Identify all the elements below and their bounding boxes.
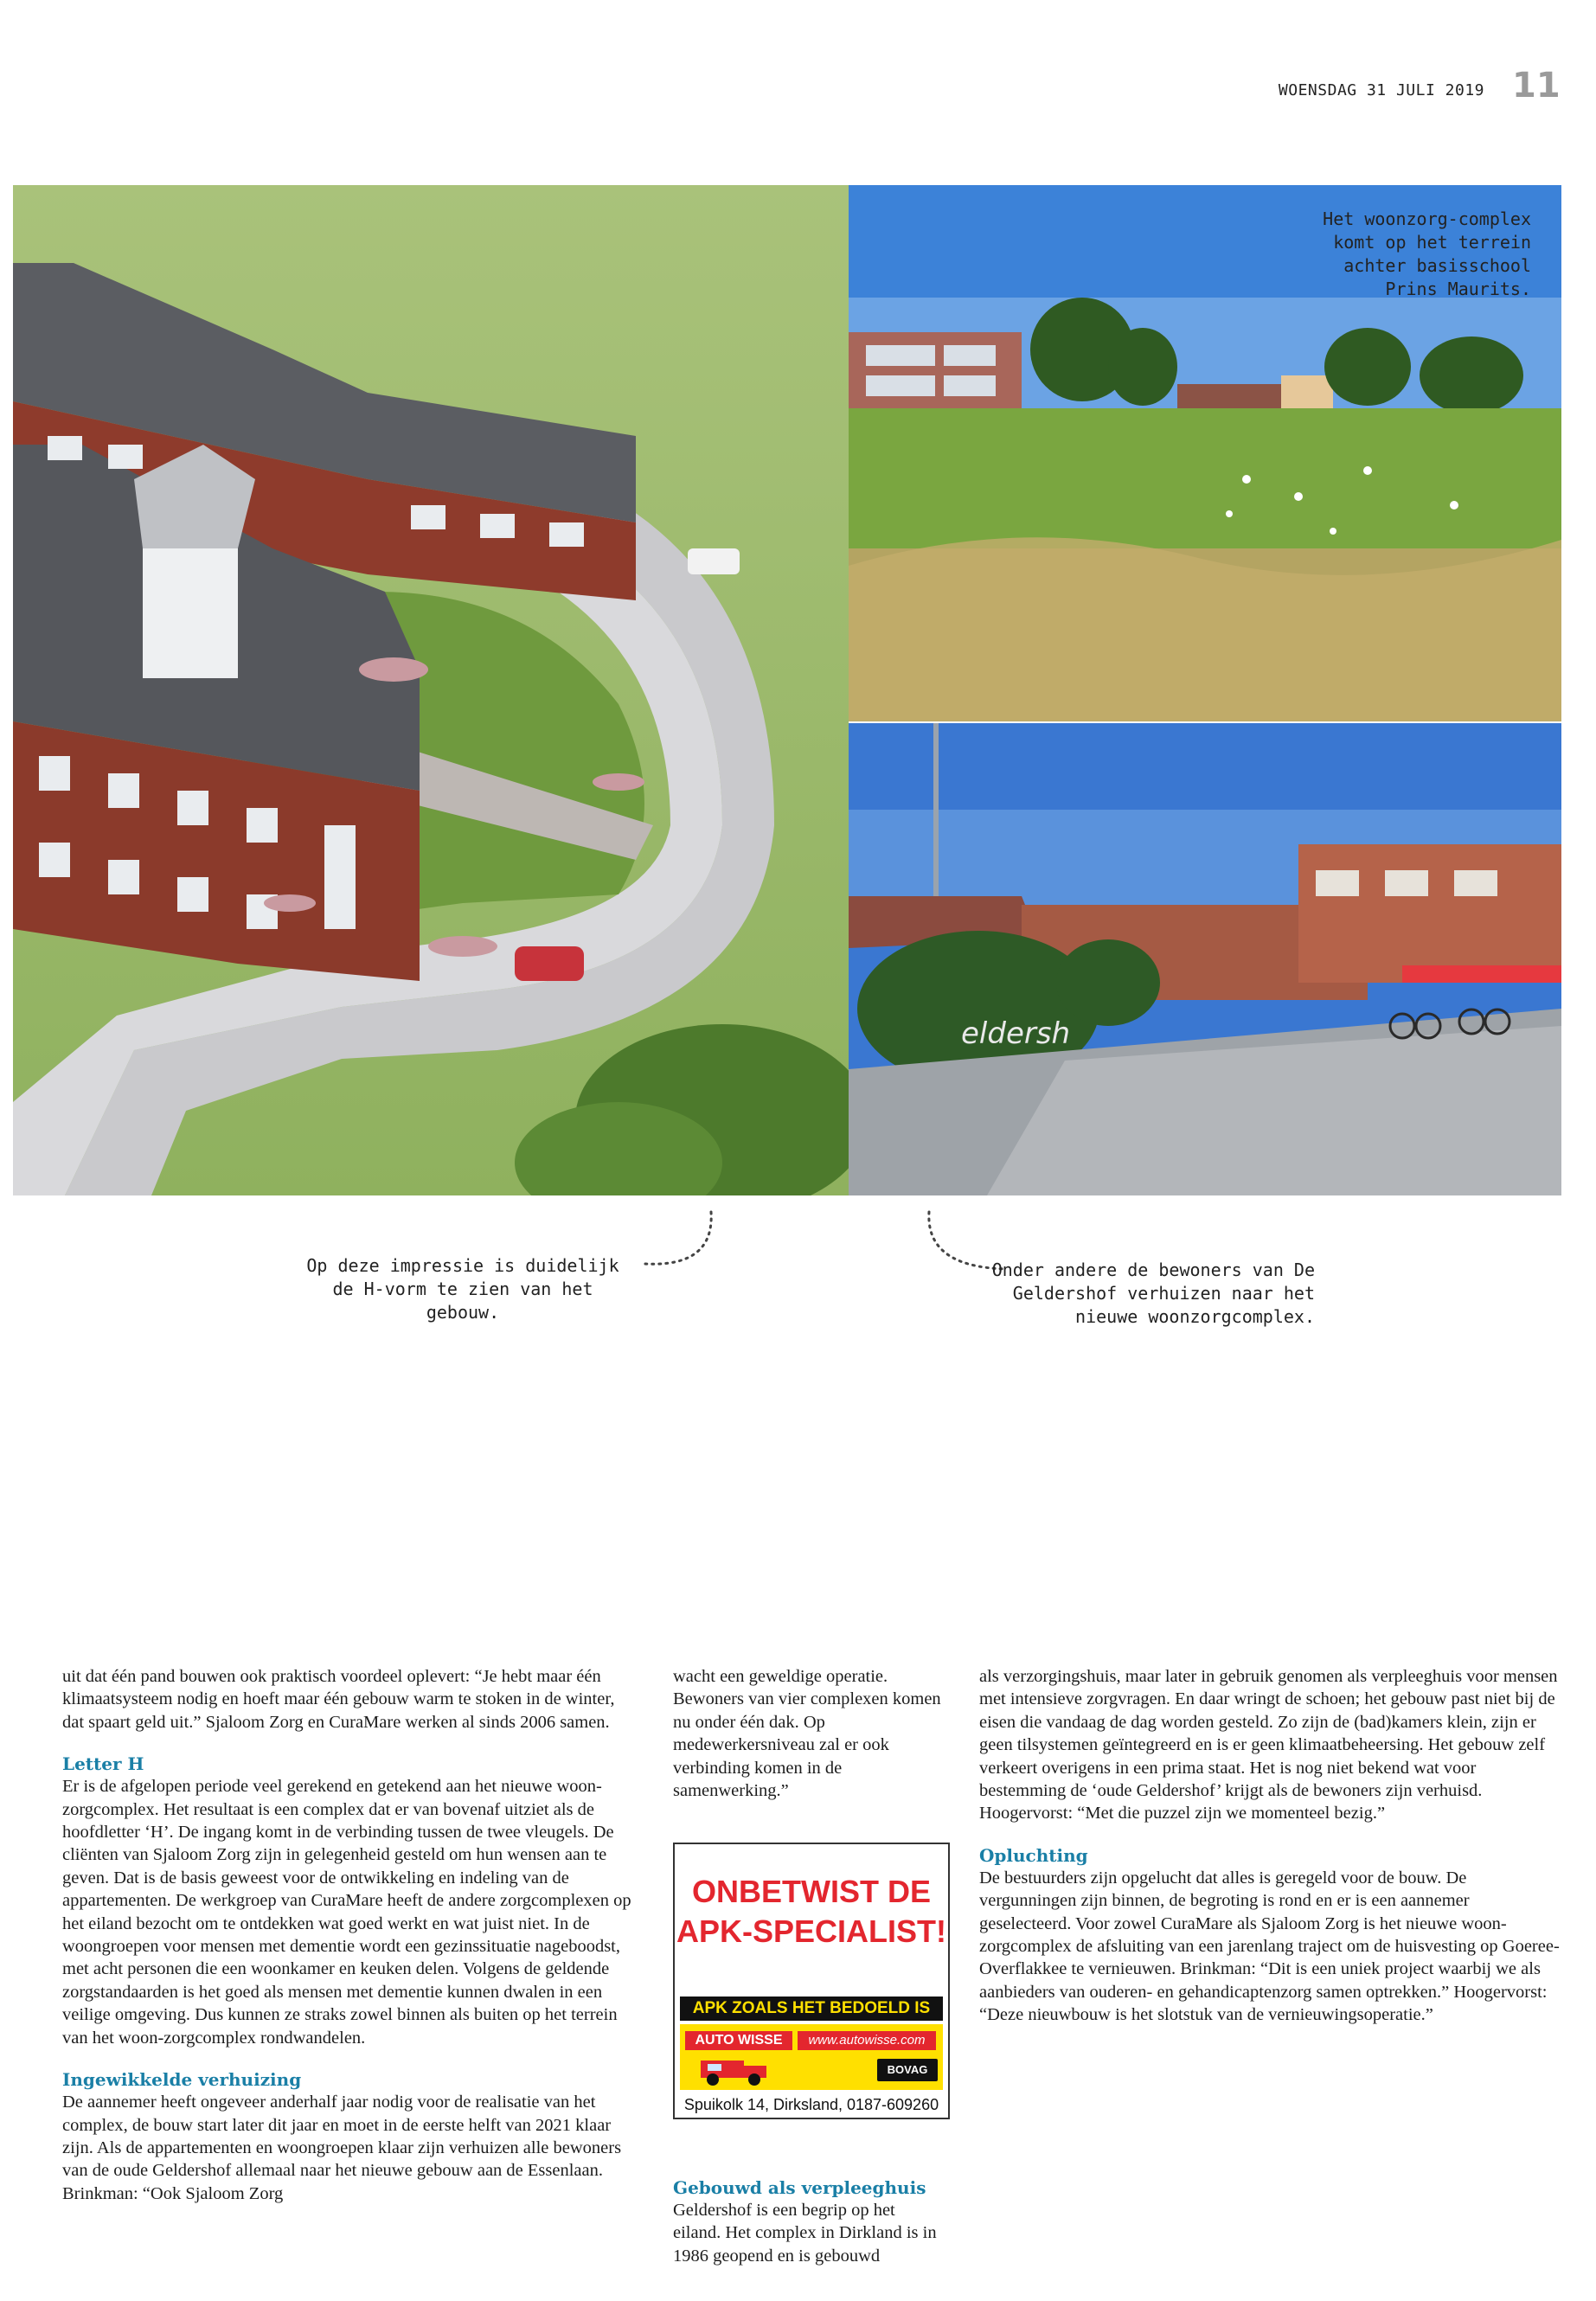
tow-truck-icon [697,2054,775,2088]
caption-geldershof-photo: Onder andere de bewoners van De Geldershof verhuizen naar het nieuwe woonzorgcomplex. [991,1259,1315,1327]
geldershof-photo [849,723,1561,1195]
article-paragraph: Geldershof is een begrip op het eiland. Het complex in Dirkland is in 1986 geopend en is gebouwd [673,2201,937,2266]
geldershof-sign: eldersh [961,1016,1071,1051]
subheading-ingewikkelde-verhuizing: Ingewikkelde verhuizing [62,2069,302,2091]
subheading-opluchting: Opluchting [979,1844,1088,1866]
caption-field-photo: Het woonzorg-complex komt op het terrein achter basisschool Prins Maurits. [1323,208,1531,299]
subheading-gebouwd-als-verpleeghuis: Gebouwd als verpleeghuis [673,2177,926,2198]
advertisement-auto-wisse[interactable] [673,1843,950,2119]
ad-tagline: APK ZOALS HET BEDOELD IS [680,1997,943,2021]
ad-headline-line-1: ONBETWIST DE [692,1874,931,1909]
article-paragraph: De bestuurders zijn opgelucht dat alles is geregeld voor de bouw. De vergunningen zijn binnen, de begroting is rond en er is een aannemer geselecteerd. Voor zowel CuraMare als Sjaloom Zorg is het nieuwe woon-zorgcomplex de afsluiting van een jarenlang traject om de huisvesting op Goeree-Overflakkee te vernieuwen. Brinkman: “Dit is een uniek project waarbij we als aanbieders van ouderen- en gehandicaptenzorg samen optrekken.” Hoogervorst: “Deze nieuwbouw is het slotstuk van de vernieuwingsoperatie.” [979,1868,1560,2025]
caption-pointer-left [640,1207,727,1285]
ad-headline [675,1872,948,1952]
caption-impression-photo: Op deze impressie is duidelijk de H-vorm te zien van het gebouw. [306,1255,619,1323]
impression-photo [13,185,849,1195]
article-column-2 [673,1665,941,1802]
article-paragraph: wacht een geweldige operatie. Bewoners van vier complexen komen nu onder één dak. Op medewerkersniveau zal er ook verbinding komen in de samenwerking.” [673,1667,941,1801]
ad-brand-name: AUTO WISSE [685,2031,792,2050]
ad-url: www.autowisse.com [798,2031,936,2050]
article-column-3 [979,1665,1564,2027]
article-paragraph: als verzorgingshuis, maar later in gebruik genomen als verpleeghuis voor mensen met intensieve zorgvragen. En daar wringt de schoen; het gebouw past niet bij de eisen die vandaag de dag worden gesteld. Zo zijn de (bad)kamers klein, zijn er geen tilsystemen geïntegreerd en is er geen klimaatbeheersing. Het gebouw zelf verkeert overigens in een prima staat. Het is nog niet bekend wat voor bestemming de ‘oude Geldershof’ krijgt als de bewoners zijn verhuisd. Hoogervorst: “Met die puzzel zijn we momenteel bezig.” [979,1667,1558,1823]
ad-brand-panel [680,2024,943,2090]
ad-headline-line-2: APK-SPECIALIST! [676,1913,946,1949]
article-paragraph: Er is de afgelopen periode veel gerekend en getekend aan het nieuwe woon-zorgcomplex. Het resultaat is een complex dat er van bovenaf uitziet als de hoofdletter ‘H’. De ingang komt in de verbinding tussen de twee vleugels. De cliënten van Sjaloom Zorg zijn in gelegenheid gesteld om hun wensen aan te geven. Dat is de basis geweest voor de ontwikkeling en indeling van de appartementen. De werkgroep van CuraMare heeft de andere zorgcomplexen op het eiland bezocht om te ontdekken wat goed werkt en wat juist niet. In de woongroepen voor mensen met dementie wordt een gezinssituatie nageboodst, met acht personen die een woonkamer en keuken delen. Volgens de geldende zorgstandaarden is het goed als mensen met dementie kunnen dwalen in een veilige omgeving. Dus kunnen ze straks zowel binnen als buiten op het terrein van het woon-zorgcomplex rondwandelen. [62,1777,631,2048]
article-column-2-bottom [673,2176,941,2267]
article-paragraph: uit dat één pand bouwen ook praktisch voordeel oplevert: “Je hebt maar één klimaatsysteem nodig en hoeft maar één gebouw warm te stoken in de winter, dat spaart geld uit.” Sjaloom Zorg en CuraMare werken al sinds 2006 samen. [62,1667,615,1732]
bovag-badge: BOVAG [877,2059,938,2081]
issue-date: WOENSDAG 31 JULI 2019 [1278,81,1484,99]
ad-address: Spuikolk 14, Dirksland, 0187-609260 [683,2096,939,2113]
article-column-1 [62,1665,633,2205]
subheading-letter-h: Letter H [62,1753,144,1775]
article-paragraph: De aannemer heeft ongeveer anderhalf jaar nodig voor de realisatie van het complex, de bouw start later dit jaar en moet in de eerste helft van 2021 klaar zijn. Als de appartementen en woongroepen klaar zijn verhuizen alle bewoners van de oude Geldershof allemaal naar het nieuwe gebouw aan de Essenlaan. Brinkman: “Ook Sjaloom Zorg [62,2093,622,2203]
page-number: 11 [1512,66,1561,106]
